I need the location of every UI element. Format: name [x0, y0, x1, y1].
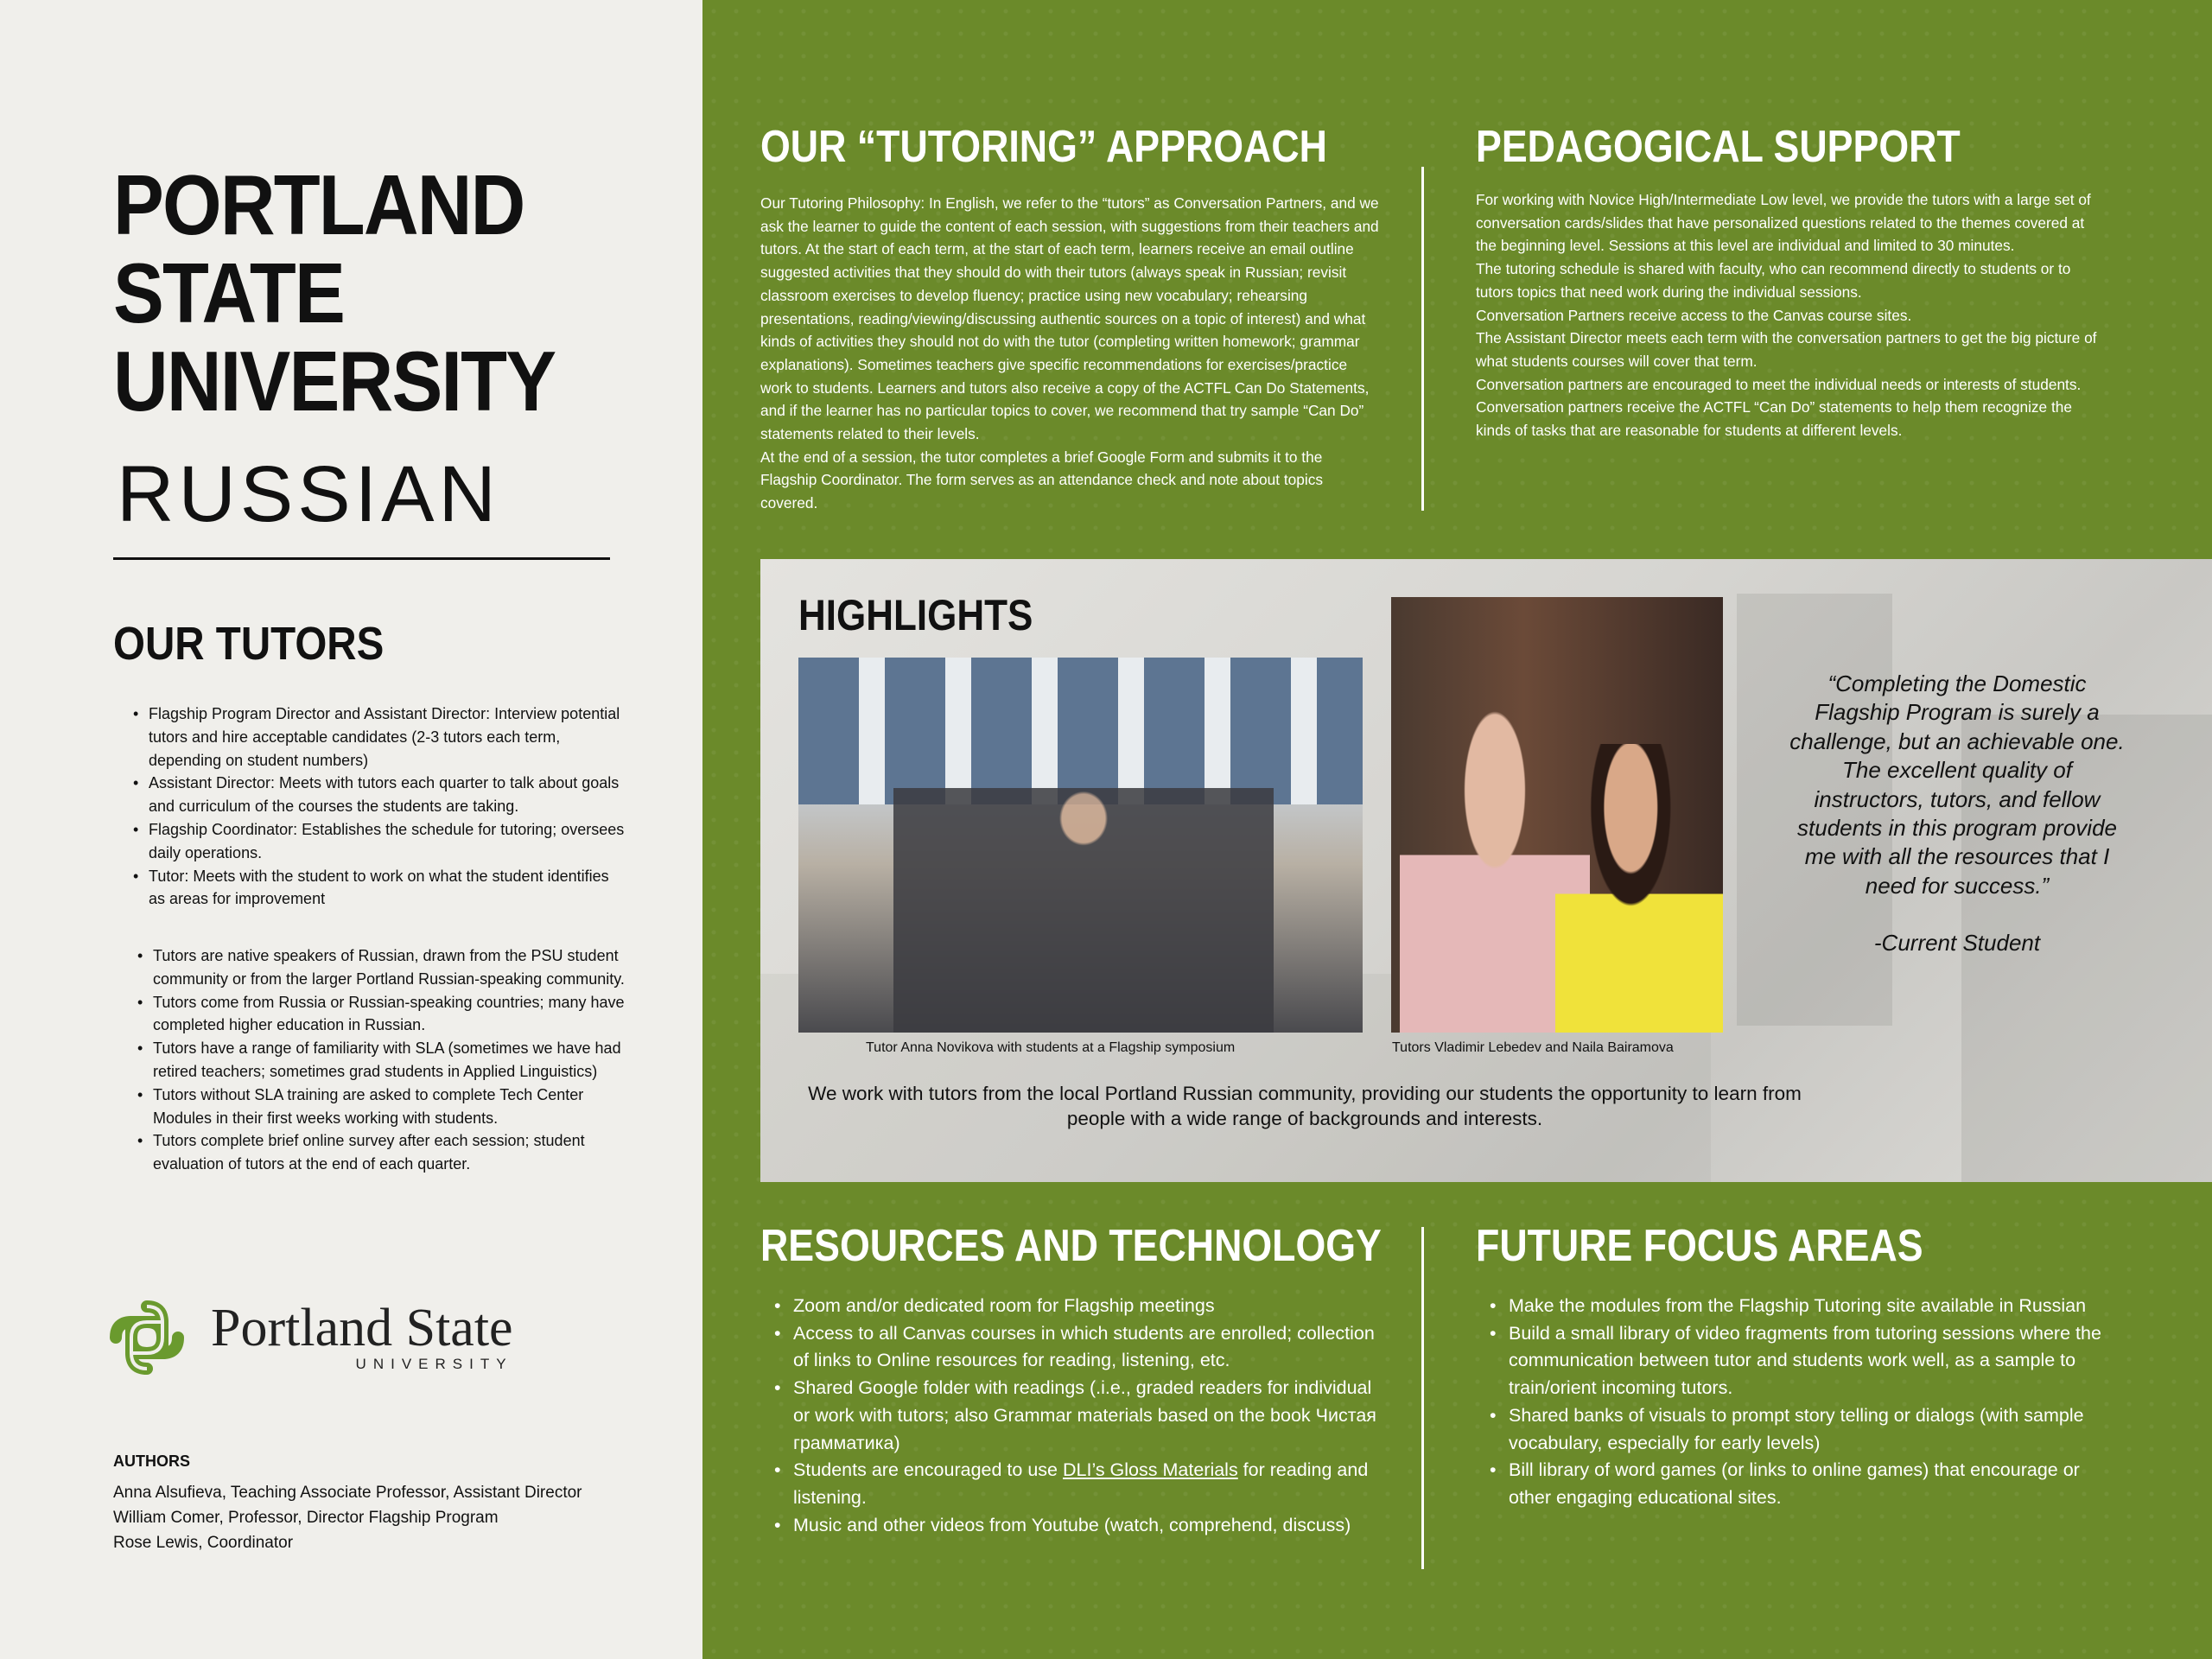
paragraph: For working with Novice High/Intermediate Low level, we provide the tutors with a large set of conversation cards/slides that have personalized questions related to the themes covered at the beginning level. Sessions at this level are individual and limited to 30 minutes. [1476, 191, 2091, 255]
logo-sub: UNIVERSITY [355, 1356, 513, 1372]
future-list [1476, 1293, 2115, 1512]
resources-heading: RESOURCES AND TECHNOLOGY [760, 1221, 1382, 1271]
title-line: UNIVERSITY [113, 334, 556, 429]
photo-tutor-with-students [798, 658, 1363, 1033]
paragraph: Our Tutoring Philosophy: In English, we refer to the “tutors” as Conversation Partners, and we ask the learner to guide the content of each session, with suggestions from their teachers and tutors. At the start of each term, at the start of each term, learners receive an email outline suggested activities that they should do with their tutors (always speak in Russian; revisit classroom exercises to develop fluency; practice using new vocabulary; rehearsing presentations, reading/viewing/discussing authentic sources on a topic of interest) and what kinds of activities they should not do with the tutor (completing written homework; grammar explanations). Sometimes teachers give specific recommendations for exercises/practice work to students. Learners and tutors also receive a copy of the ACTFL Can Do Statements, and if the learner has no particular topics to cover, we recommend that try sample “Can Do” statements related to their levels. [760, 194, 1379, 443]
author: Anna Alsufieva, Teaching Associate Professor, Assistant Director [113, 1484, 582, 1502]
resources-list [760, 1293, 1382, 1539]
list-item: • Tutors come from Russia or Russian-speaking countries; many have completed higher education in Russian. [120, 991, 639, 1038]
item-text: for reading and listening. [793, 1459, 1369, 1508]
list-item: • Shared Google folder with readings (.i.e., graded readers for individual or work with tutors; also Grammar materials based on the book Чистая грамматика) [760, 1375, 1382, 1457]
paragraph: Conversation Partners receive access to the Canvas course sites. [1476, 306, 1912, 324]
paragraph: The Assistant Director meets each term with the conversation partners to get the big picture of what students courses will cover that term. [1476, 329, 2097, 370]
list-item: • Make the modules from the Flagship Tutoring site available in Russian [1476, 1293, 2115, 1320]
list-item: • Flagship Coordinator: Establishes the schedule for tutoring; oversees daily operations. [116, 818, 626, 865]
list-item: • Build a small library of video fragments from tutoring sessions where the communication between tutor and students work well, as a sample to train/orient incoming tutors. [1476, 1320, 2115, 1402]
column-divider [1421, 1227, 1424, 1569]
list-item: • Tutors without SLA training are asked to complete Tech Center Modules in their first weeks working with students. [120, 1084, 639, 1130]
paragraph: Conversation partners are encouraged to meet the individual needs or interests of students. [1476, 375, 2082, 393]
title-line: STATE [113, 245, 345, 340]
list-item: • Shared banks of visuals to prompt story telling or dialogs (with sample vocabulary, especially for early levels) [1476, 1402, 2115, 1457]
paragraph: The tutoring schedule is shared with faculty, who can recommend directly to students or to tutors topics that need work during the individual sessions. [1476, 260, 2071, 301]
highlights-summary: We work with tutors from the local Portland Russian community, providing our students the opportunity to learn from people with a wide range of backgrounds and interests. [808, 1083, 1802, 1129]
future-heading: FUTURE FOCUS AREAS [1476, 1221, 1923, 1271]
authors-list [113, 1480, 582, 1555]
author: Rose Lewis, Coordinator [113, 1534, 294, 1552]
subtitle: RUSSIAN [117, 450, 500, 538]
tutors-heading: OUR TUTORS [113, 618, 385, 670]
divider [113, 557, 610, 560]
tutor-roles-list [116, 702, 626, 911]
photo-tutors-pair [1391, 597, 1723, 1033]
list-item: • Tutors have a range of familiarity with SLA (sometimes we have had retired teachers; sometimes grad students in Applied Linguistics) [120, 1037, 639, 1084]
psu-logo-icon [105, 1296, 188, 1379]
logo-name: Portland State [211, 1299, 513, 1357]
psu-logo [105, 1296, 513, 1379]
list-item: • Tutor: Meets with the student to work on what the student identifies as areas for improvement [116, 865, 626, 912]
list-item: • Access to all Canvas courses in which students are enrolled; collection of links to Online resources for reading, listening, etc. [760, 1320, 1382, 1375]
author: William Comer, Professor, Director Flagship Program [113, 1509, 499, 1527]
paragraph: At the end of a session, the tutor completes a brief Google Form and submits it to the Flagship Coordinator. The form serves as an attendance check and note about topics covered. [760, 448, 1323, 512]
tutor-facts-list [120, 944, 639, 1176]
student-quote [1784, 670, 2130, 958]
highlights-heading: HIGHLIGHTS [798, 591, 1033, 639]
approach-text [760, 192, 1382, 515]
list-item: • Assistant Director: Meets with tutors each quarter to talk about goals and curriculum of the courses the students are taking. [116, 772, 626, 818]
paragraph: Conversation partners receive the ACTFL “Can Do” statements to help them recognize the kinds of tasks that are reasonable for students at different levels. [1476, 398, 2072, 440]
list-item: • Tutors are native speakers of Russian, drawn from the PSU student community or from the larger Portland Russian-speaking community. [120, 944, 639, 991]
list-item: • Music and other videos from Youtube (watch, comprehend, discuss) [760, 1512, 1382, 1540]
approach-heading: OUR “TUTORING” APPROACH [760, 122, 1327, 172]
authors-heading: AUTHORS [113, 1452, 190, 1470]
quote-author: -Current Student [1873, 930, 2041, 957]
dli-gloss-link[interactable]: DLI’s Gloss Materials [1062, 1459, 1238, 1481]
title-line: PORTLAND [113, 157, 524, 252]
column-divider [1421, 167, 1424, 511]
list-item [760, 1457, 1382, 1511]
pedagogy-heading: PEDAGOGICAL SUPPORT [1476, 122, 1961, 172]
photo-caption: Tutors Vladimir Lebedev and Naila Bairamova [1392, 1040, 1674, 1055]
item-text: Students are encouraged to use [793, 1459, 1063, 1481]
quote-text: “Completing the Domestic Flagship Program is surely a challenge, but an achievable one. The excellent quality of instructors, tutors, and fellow students in this program provide me with all the resources that I need for success.” [1789, 671, 2125, 899]
left-panel [0, 0, 702, 1659]
highlights-panel [760, 559, 2212, 1182]
photo-caption: Tutor Anna Novikova with students at a Flagship symposium [866, 1040, 1236, 1055]
list-item: • Bill library of word games (or links to online games) that encourage or other engaging educational sites. [1476, 1457, 2115, 1511]
list-item: • Tutors complete brief online survey after each session; student evaluation of tutors at the end of each quarter. [120, 1129, 639, 1176]
pedagogy-text [1476, 188, 2107, 442]
university-title [113, 157, 556, 429]
list-item: • Zoom and/or dedicated room for Flagship meetings [760, 1293, 1382, 1320]
list-item: • Flagship Program Director and Assistant Director: Interview potential tutors and hire acceptable candidates (2-3 tutors each term, depending on student numbers) [116, 702, 626, 772]
